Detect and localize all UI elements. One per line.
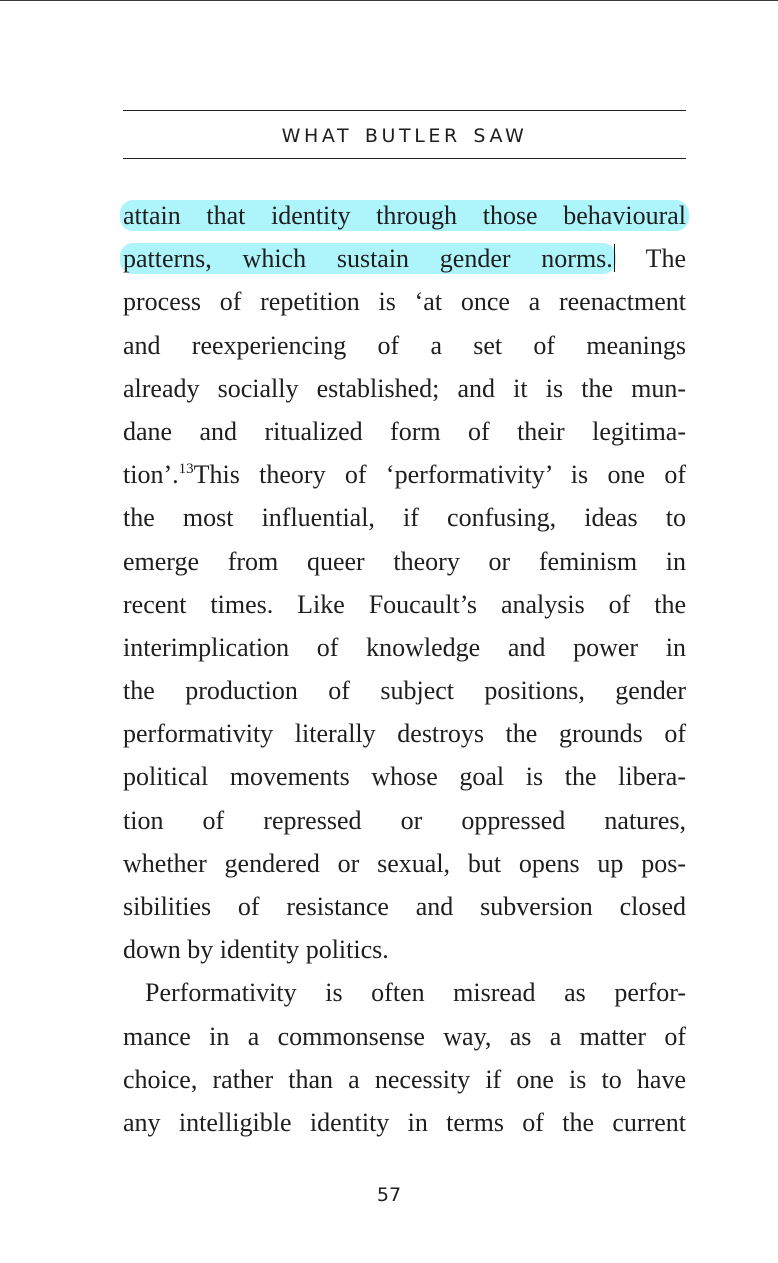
text-line: already socially established; and it is the mun- [123,373,686,403]
text-line: down by identity politics. [123,935,389,965]
text-line: patterns, which sustain gender norms. The [123,237,686,280]
text-line: performativity literally destroys the grounds of [123,719,686,749]
text-line: Performativity is often misread as perfor- [145,978,686,1008]
text-line: mance in a commonsense way, as a matter of [123,1021,686,1051]
header-bottom-rule [123,158,686,159]
footnote-marker[interactable]: 13 [178,461,194,478]
body-text[interactable] [123,194,686,1144]
text-line: the most influential, if confusing, ideas to [123,503,686,533]
text-line: choice, rather than a necessity if one is to have [123,1064,686,1094]
text-line: the production of subject positions, gender [123,676,686,706]
text-line: whether gendered or sexual, but opens up pos- [123,848,686,878]
text-line: tion of repressed or oppressed natures, [123,805,686,835]
text-cursor [614,244,616,272]
text-line: recent times. Like Foucault’s analysis of the [123,589,686,619]
top-edge-divider [0,0,778,1]
running-head: WHAT BUTLER SAW [281,125,528,147]
text-line: and reexperiencing of a set of meanings [123,330,686,360]
text-line: any intelligible identity in terms of the current [123,1107,686,1137]
text-line: interimplication of knowledge and power in [123,632,686,662]
header-top-rule [123,110,686,111]
text-line: tion’.$^{13}$This theory of ‘performativity’ is one of [123,460,686,490]
text-line: process of repetition is ‘at once a reenactment [123,287,686,317]
page-number: 57 [376,1184,402,1206]
highlighted-text[interactable]: attain that identity through those behavioural [120,200,689,231]
text-line: emerge from queer theory or feminism in [123,546,686,576]
text-line [123,194,686,237]
text-line: political movements whose goal is the libera- [123,762,686,792]
text-line: dane and ritualized form of their legitima- [123,416,686,446]
text-line: sibilities of resistance and subversion closed [123,892,686,921]
highlighted-text[interactable]: patterns, which sustain gender norms. [120,243,616,274]
